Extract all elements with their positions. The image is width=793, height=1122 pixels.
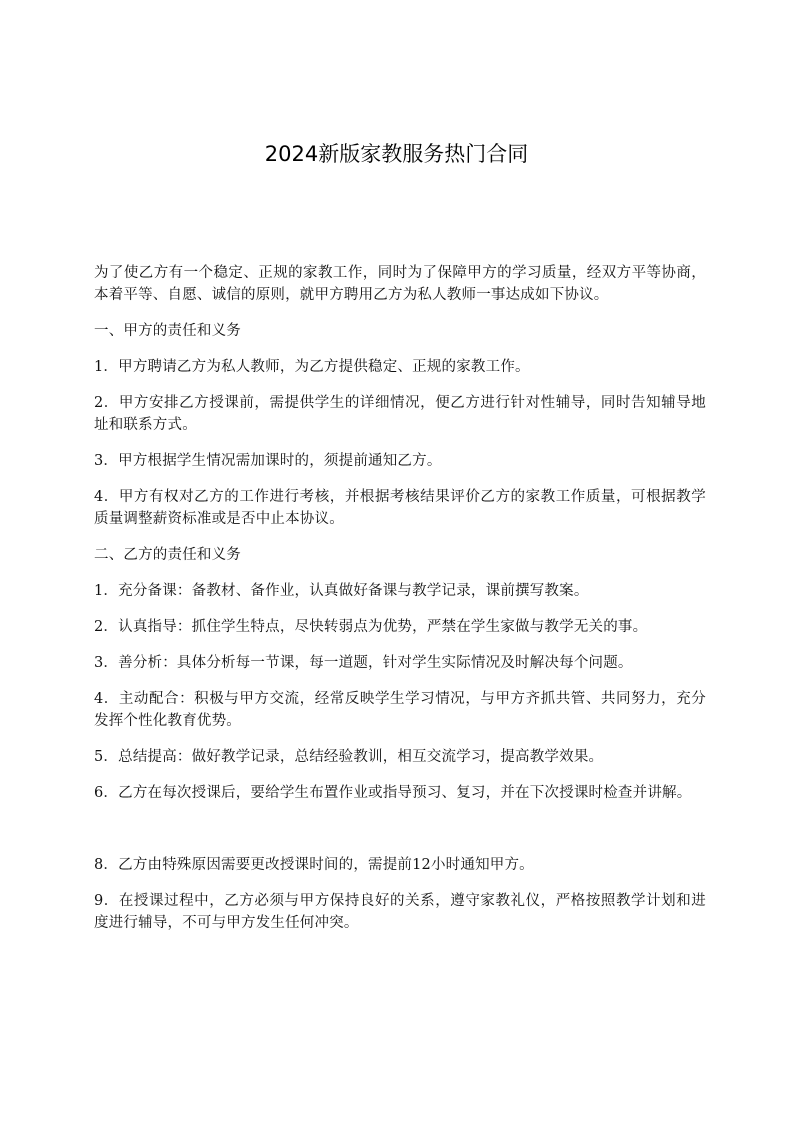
section-1-item: 1．甲方聘请乙方为私人教师，为乙方提供稳定、正规的家教工作。 [94, 359, 530, 375]
section-2-item: 9．在授课过程中，乙方必须与甲方保持良好的关系，遵守家教礼仪，严格按照教学计划和进度进行辅导，不可与甲方发生任何冲突。 [94, 893, 706, 931]
section-1-heading: 一、甲方的责任和义务 [94, 323, 241, 339]
section-2-item: 5．总结提高：做好教学记录，总结经验教训，相互交流学习，提高教学效果。 [94, 749, 604, 765]
section-1-item: 4．甲方有权对乙方的工作进行考核，并根据考核结果评价乙方的家教工作质量，可根据教学质量调整薪资标准或是否中止本协议。 [94, 489, 706, 527]
section-2-item: 6．乙方在每次授课后，要给学生布置作业或指导预习、复习，并在下次授课时检查并讲解。 [94, 785, 692, 801]
document-body [94, 262, 706, 948]
document-title: 2024新版家教服务热门合同 [264, 142, 529, 166]
section-1-item: 2．甲方安排乙方授课前，需提供学生的详细情况，便乙方进行针对性辅导，同时告知辅导地址和联系方式。 [94, 395, 706, 433]
section-1-item: 3．甲方根据学生情况需加课时的，须提前通知乙方。 [94, 453, 442, 469]
blank-gap [94, 818, 706, 854]
intro-paragraph: 为了使乙方有一个稳定、正规的家教工作，同时为了保障甲方的学习质量，经双方平等协商，本着平等、自愿、诚信的原则，就甲方聘用乙方为私人教师一事达成如下协议。 [94, 265, 706, 303]
section-2-item: 3．善分析：具体分析每一节课，每一道题，针对学生实际情况及时解决每个问题。 [94, 655, 633, 671]
section-2-item: 4．主动配合：积极与甲方交流，经常反映学生学习情况，与甲方齐抓共管、共同努力，充分发挥个性化教育优势。 [94, 691, 706, 729]
section-2-heading: 二、乙方的责任和义务 [94, 547, 241, 563]
section-2-item: 8．乙方由特殊原因需要更改授课时间的，需提前12小时通知甲方。 [94, 857, 534, 873]
section-2-item: 1．充分备课：备教材、备作业，认真做好备课与教学记录，课前撰写教案。 [94, 583, 589, 599]
section-2-item: 2．认真指导：抓住学生特点，尽快转弱点为优势，严禁在学生家做与教学无关的事。 [94, 619, 648, 635]
